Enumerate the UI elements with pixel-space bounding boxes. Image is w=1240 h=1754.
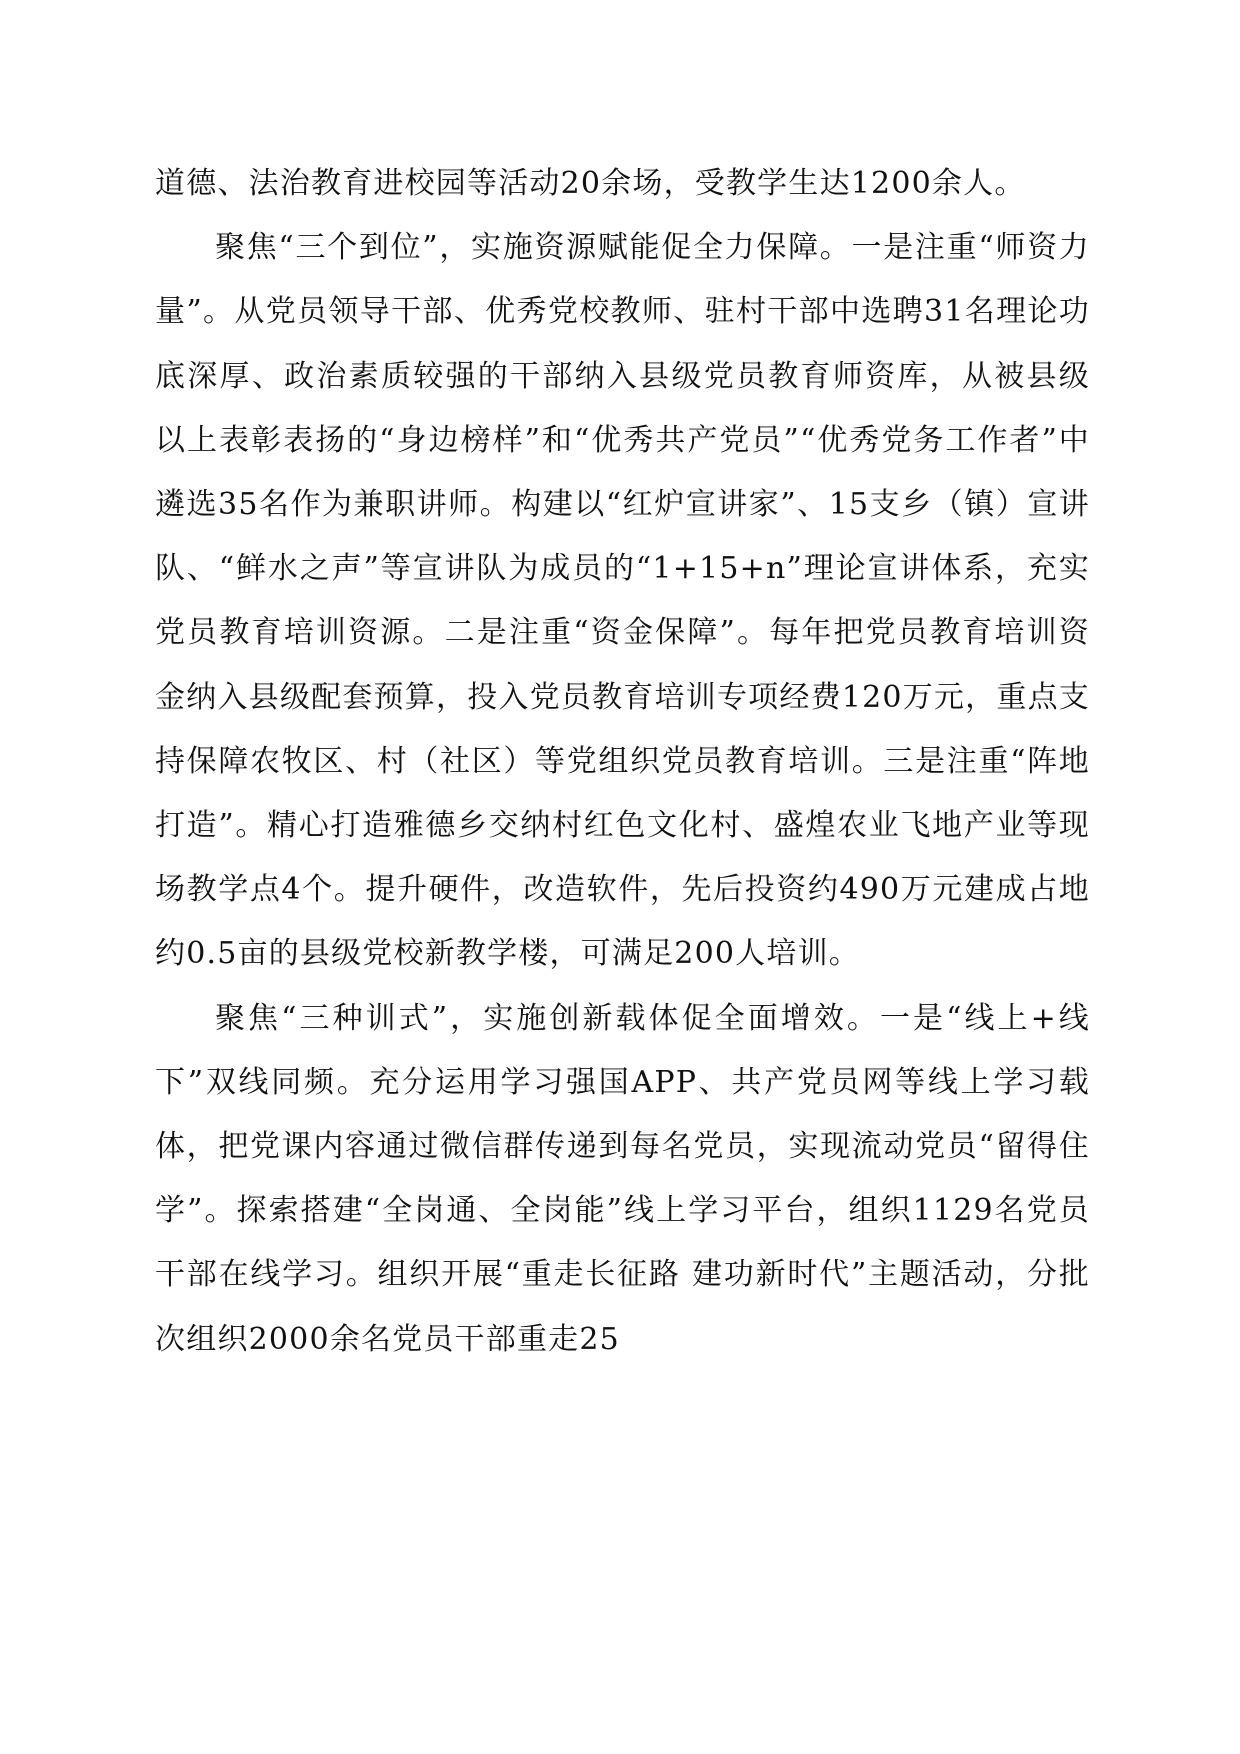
body-text: [155, 152, 1090, 1372]
paragraph-resource-support: 聚焦“三个到位”，实施资源赋能促全力保障。一是注重“师资力量”。从党员领导干部、优秀党校教师、驻村干部中选聘31名理论功底深厚、政治素质较强的干部纳入县级党员教育师资库，从被县级以上表彰表扬的“身边榜样”和“优秀共产党员”“优秀党务工作者”中遴选35名作为兼职讲师。构建以“红炉宣讲家”、15支乡（镇）宣讲队、“鲜水之声”等宣讲队为成员的“1+15+n”理论宣讲体系，充实党员教育培训资源。二是注重“资金保障”。每年把党员教育培训资金纳入县级配套预算，投入党员教育培训专项经费120万元，重点支持保障农牧区、村（社区）等党组织党员教育培训。三是注重“阵地打造”。精心打造雅德乡交纳村红色文化村、盛煌农业飞地产业等现场教学点4个。提升硬件，改造软件，先后投资约490万元建成占地约0.5亩的县级党校新教学楼，可满足200人培训。: [155, 230, 1090, 972]
paragraph-training-innovation: 聚焦“三种训式”，实施创新载体促全面增效。一是“线上+线下”双线同频。充分运用学习强国APP、共产党员网等线上学习载体，把党课内容通过微信群传递到每名党员，实现流动党员“留得住学”。探索搭建“全岗通、全岗能”线上学习平台，组织1129名党员干部在线学习。组织开展“重走长征路 建功新时代”主题活动，分批次组织2000余名党员干部重走25: [155, 1000, 1090, 1357]
paragraph-continuation: 道德、法治教育进校园等活动20余场，受教学生达1200余人。: [155, 166, 1026, 201]
